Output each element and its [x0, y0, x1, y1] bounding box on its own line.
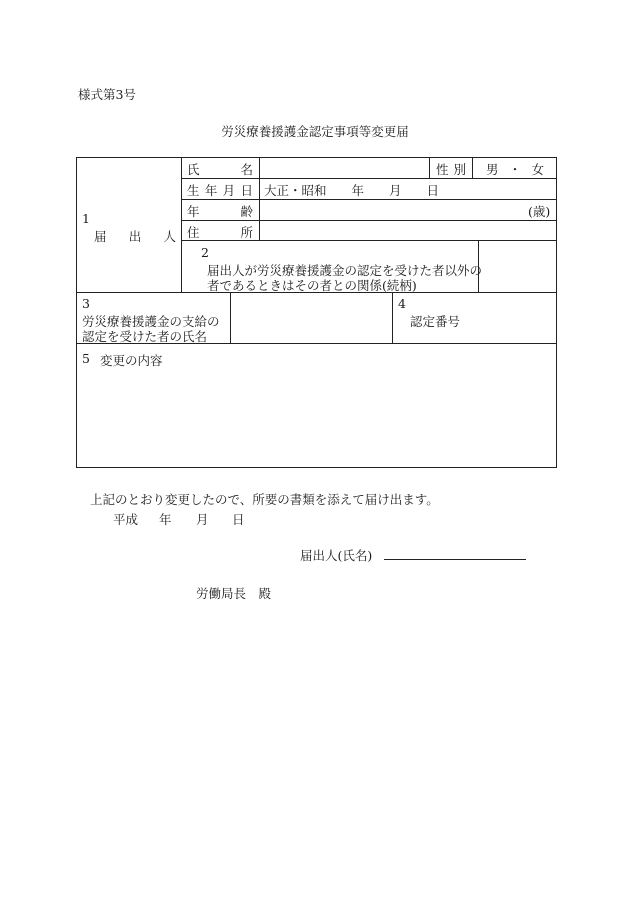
- section4-number: 4: [398, 296, 406, 311]
- relationship-field[interactable]: [481, 243, 554, 290]
- form-number: 様式第3号: [78, 87, 136, 102]
- section2-line2: 者であるときはその者との関係(続柄): [207, 278, 417, 293]
- gender-female[interactable]: 女: [531, 162, 544, 177]
- age-label: 年 齢: [187, 204, 253, 219]
- dob-field[interactable]: 大正・昭和 年 月 日: [264, 183, 440, 198]
- addressee: 労働局長 殿: [196, 586, 272, 601]
- address-field[interactable]: [262, 222, 554, 239]
- address-label: 住 所: [187, 225, 253, 240]
- date-line: [0, 510, 630, 526]
- section3-line1: 労災療養援護金の支給の: [82, 314, 220, 329]
- dob-label: 生 年 月 日: [187, 183, 253, 198]
- date-year: 年: [159, 512, 172, 527]
- name-label: 氏 名: [187, 162, 253, 177]
- applicant-name-label: 届出人(氏名): [300, 548, 373, 563]
- change-content-field[interactable]: [80, 368, 552, 464]
- section5-number: 5: [82, 351, 90, 366]
- age-unit: (歳): [528, 204, 551, 219]
- gender-label: 性 別: [436, 162, 466, 177]
- page-title: 労災療養援護金認定事項等変更届: [221, 124, 409, 139]
- statement: 上記のとおり変更したので、所要の書類を添えて届け出ます。: [90, 492, 439, 507]
- date-month: 月: [196, 512, 209, 527]
- applicant-label: 届 出 人: [94, 229, 176, 244]
- section2-line1: 届出人が労災療養援護金の認定を受けた者以外の: [207, 263, 483, 278]
- name-field[interactable]: [262, 160, 427, 177]
- date-era: 平成: [113, 512, 139, 527]
- section1-number: 1: [82, 211, 90, 226]
- age-field[interactable]: [262, 201, 522, 218]
- date-day: 日: [232, 512, 245, 527]
- section3-number: 3: [82, 296, 90, 311]
- section5-label: 変更の内容: [100, 353, 163, 368]
- gender-options[interactable]: 男 ・ 女: [486, 162, 544, 177]
- applicant-name-field[interactable]: [384, 545, 526, 560]
- gender-male[interactable]: 男: [486, 162, 499, 177]
- section2-number: 2: [201, 245, 209, 260]
- recipient-name-field[interactable]: [233, 295, 390, 341]
- section3-line2: 認定を受けた者の氏名: [82, 329, 208, 344]
- section4-label: 認定番号: [410, 314, 461, 329]
